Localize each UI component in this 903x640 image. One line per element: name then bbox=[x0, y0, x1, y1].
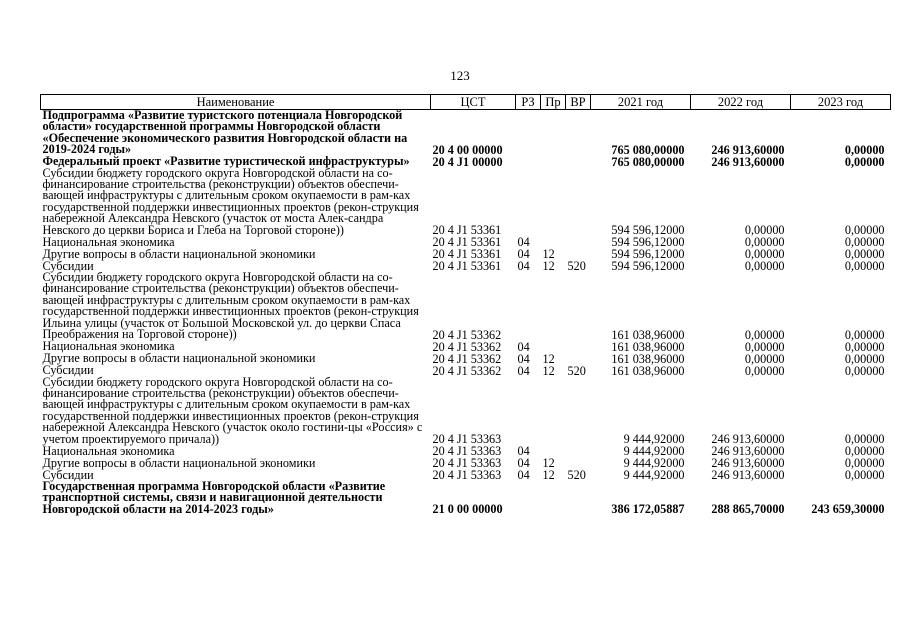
row-pr: 12 bbox=[542, 363, 555, 378]
row-pr bbox=[541, 377, 566, 445]
table-row bbox=[41, 110, 891, 156]
header-2023: 2023 год bbox=[791, 95, 891, 110]
row-name: Другие вопросы в области национальной экономики bbox=[42, 455, 316, 470]
row-2023: 0,00000 bbox=[844, 247, 885, 262]
row-rz: 04 bbox=[517, 351, 530, 366]
row-2021: 9 444,92000 bbox=[623, 467, 685, 482]
row-name: Национальная экономика bbox=[42, 234, 175, 249]
row-cst: 20 4 00 00000 bbox=[432, 142, 503, 157]
row-2022: 0,00000 bbox=[744, 339, 785, 354]
row-cst: 20 4 J1 53362 bbox=[432, 339, 502, 354]
row-name: Субсидии bbox=[42, 363, 94, 378]
row-vr bbox=[566, 272, 591, 340]
row-2023: 0,00000 bbox=[844, 154, 885, 169]
row-2021: 161 038,96000 bbox=[611, 339, 685, 354]
row-2023: 0,00000 bbox=[844, 443, 885, 458]
row-2022: 0,00000 bbox=[744, 351, 785, 366]
row-vr bbox=[566, 341, 591, 353]
row-2022: 288 865,70000 bbox=[711, 502, 785, 517]
row-rz: 04 bbox=[517, 339, 530, 354]
row-2022: 0,00000 bbox=[744, 235, 785, 250]
row-vr bbox=[566, 168, 591, 236]
row-vr bbox=[566, 353, 591, 365]
row-2023: 0,00000 bbox=[844, 235, 885, 250]
row-2022: 0,00000 bbox=[744, 259, 785, 274]
row-name: Национальная экономика bbox=[42, 443, 175, 458]
row-2023: 0,00000 bbox=[844, 339, 885, 354]
row-cst: 20 4 J1 53361 bbox=[432, 223, 502, 238]
row-name: Субсидии бюджету городского округа Новгородской области на со-финансирование строительства (реконструкции) объектов обеспечи-вающей инфраструктуры с длительным сроком окупаемости в рам-ках государственной поддержки инвестиционных проектов (рекон-струкция набережной Александра Невского (участок от моста Алек-сандра Невского до церкви Бориса и Глеба на Торговой стороне)) bbox=[42, 165, 419, 237]
row-pr: 12 bbox=[542, 467, 555, 482]
row-2022: 0,00000 bbox=[744, 247, 785, 262]
row-2022: 0,00000 bbox=[744, 223, 785, 238]
row-rz bbox=[516, 168, 541, 236]
row-rz: 04 bbox=[517, 443, 530, 458]
row-2022: 0,00000 bbox=[744, 363, 785, 378]
row-2022: 246 913,60000 bbox=[711, 455, 785, 470]
row-2021: 161 038,96000 bbox=[611, 351, 685, 366]
row-2022: 246 913,60000 bbox=[711, 154, 785, 169]
row-rz: 04 bbox=[517, 247, 530, 262]
row-2022: 246 913,60000 bbox=[711, 431, 785, 446]
row-pr: 12 bbox=[542, 247, 555, 262]
row-2021: 594 596,12000 bbox=[611, 223, 685, 238]
row-2021: 9 444,92000 bbox=[623, 455, 685, 470]
row-rz bbox=[516, 272, 541, 340]
row-rz: 04 bbox=[517, 235, 530, 250]
row-pr bbox=[541, 272, 566, 340]
header-rz: РЗ bbox=[516, 95, 541, 110]
row-vr bbox=[566, 377, 591, 445]
row-vr: 520 bbox=[567, 259, 586, 274]
row-2023: 0,00000 bbox=[844, 142, 885, 157]
header-2021: 2021 год bbox=[591, 95, 691, 110]
row-pr: 12 bbox=[542, 351, 555, 366]
row-cst: 20 4 J1 53363 bbox=[432, 455, 502, 470]
row-vr: 520 bbox=[567, 467, 586, 482]
row-2022: 246 913,60000 bbox=[711, 467, 785, 482]
row-2022: 0,00000 bbox=[744, 327, 785, 342]
table-row bbox=[41, 168, 891, 236]
row-2021: 9 444,92000 bbox=[623, 443, 685, 458]
row-pr bbox=[541, 110, 566, 156]
row-2023: 0,00000 bbox=[844, 351, 885, 366]
row-cst: 20 4 J1 53362 bbox=[432, 351, 502, 366]
row-2021: 386 172,05887 bbox=[611, 502, 685, 517]
row-name: Другие вопросы в области национальной экономики bbox=[42, 351, 316, 366]
header-cst: ЦСТ bbox=[431, 95, 516, 110]
row-2021: 765 080,00000 bbox=[611, 154, 685, 169]
row-2022: 246 913,60000 bbox=[711, 443, 785, 458]
table-row bbox=[41, 353, 891, 365]
row-name: Подпрограмма «Развитие туристского потенциала Новгородской области» государственной программы Новгородской области «Обеспечение экономического развития Новгородской области на 2019-2024 годы» bbox=[42, 108, 408, 157]
table-row bbox=[41, 377, 891, 445]
row-rz bbox=[516, 481, 541, 515]
row-pr bbox=[541, 481, 566, 515]
row-name: Федеральный проект «Развитие туристической инфраструктуры» bbox=[42, 154, 410, 169]
row-name: Национальная экономика bbox=[42, 339, 175, 354]
row-rz bbox=[516, 110, 541, 156]
row-cst: 20 4 J1 00000 bbox=[432, 154, 503, 169]
table-row bbox=[41, 272, 891, 340]
row-vr bbox=[566, 236, 591, 248]
row-2021: 594 596,12000 bbox=[611, 247, 685, 262]
row-cst: 20 4 J1 53362 bbox=[432, 363, 502, 378]
row-cst: 20 4 J1 53363 bbox=[432, 431, 502, 446]
row-2023: 0,00000 bbox=[844, 223, 885, 238]
row-name: Государственная программа Новгородской области «Развитие транспортной системы, связи и навигационной деятельности Новгородской области на 2014-2023 годы» bbox=[42, 478, 386, 516]
row-cst: 20 4 J1 53363 bbox=[432, 467, 502, 482]
row-cst: 20 4 J1 53361 bbox=[432, 247, 502, 262]
row-name: Субсидии bbox=[42, 467, 94, 482]
row-2023: 0,00000 bbox=[844, 431, 885, 446]
row-rz: 04 bbox=[517, 259, 530, 274]
row-2021: 9 444,92000 bbox=[623, 431, 685, 446]
row-2021: 161 038,96000 bbox=[611, 363, 685, 378]
row-rz: 04 bbox=[517, 363, 530, 378]
row-2021: 594 596,12000 bbox=[611, 259, 685, 274]
row-2021: 765 080,00000 bbox=[611, 142, 685, 157]
row-2022: 246 913,60000 bbox=[711, 142, 785, 157]
header-pr: Пр bbox=[541, 95, 566, 110]
row-name: Субсидии bbox=[42, 258, 94, 273]
row-name: Субсидии бюджету городского округа Новгородской области на со-финансирование строительства (реконструкции) объектов обеспечи-вающей инфраструктуры с длительным сроком окупаемости в рам-ках государственной поддержки инвестиционных проектов (рекон-струкция Ильина улицы (участок от Большой Московской ул. до церкви Спаса Преображения на Торговой стороне)) bbox=[42, 270, 419, 342]
row-vr bbox=[566, 481, 591, 515]
row-vr bbox=[566, 445, 591, 457]
header-name: Наименование bbox=[41, 95, 431, 110]
row-2023: 0,00000 bbox=[844, 327, 885, 342]
row-cst: 20 4 J1 53363 bbox=[432, 443, 502, 458]
header-vr: ВР bbox=[566, 95, 591, 110]
row-name: Субсидии бюджету городского округа Новгородской области на со-финансирование строительства (реконструкции) объектов обеспечи-вающей инфраструктуры с длительным сроком окупаемости в рам-ках государственной поддержки инвестиционных проектов (рекон-струкция набережной Александра Невского (участок около гостини-цы «Россия» с учетом проектируемого причала)) bbox=[42, 374, 423, 446]
row-cst: 20 4 J1 53361 bbox=[432, 259, 502, 274]
row-2021: 594 596,12000 bbox=[611, 235, 685, 250]
table-row bbox=[41, 481, 891, 515]
row-rz: 04 bbox=[517, 467, 530, 482]
row-pr: 12 bbox=[542, 259, 555, 274]
page-number: 123 bbox=[450, 68, 470, 83]
row-cst: 20 4 J1 53362 bbox=[432, 327, 502, 342]
row-pr bbox=[541, 341, 566, 353]
row-pr bbox=[541, 156, 566, 168]
row-2021: 161 038,96000 bbox=[611, 327, 685, 342]
row-2023: 243 659,30000 bbox=[811, 502, 885, 517]
budget-table bbox=[40, 94, 891, 515]
row-2023: 0,00000 bbox=[844, 467, 885, 482]
row-vr bbox=[566, 156, 591, 168]
row-cst: 20 4 J1 53361 bbox=[432, 235, 502, 250]
row-rz bbox=[516, 156, 541, 168]
row-pr: 12 bbox=[542, 455, 555, 470]
row-vr: 520 bbox=[567, 363, 586, 378]
row-2023: 0,00000 bbox=[844, 363, 885, 378]
row-cst: 21 0 00 00000 bbox=[432, 502, 503, 517]
row-rz bbox=[516, 377, 541, 445]
row-pr bbox=[541, 168, 566, 236]
row-rz: 04 bbox=[517, 455, 530, 470]
header-2022: 2022 год bbox=[691, 95, 791, 110]
row-2023: 0,00000 bbox=[844, 455, 885, 470]
row-name: Другие вопросы в области национальной экономики bbox=[42, 246, 316, 261]
row-2023: 0,00000 bbox=[844, 259, 885, 274]
row-vr bbox=[566, 110, 591, 156]
